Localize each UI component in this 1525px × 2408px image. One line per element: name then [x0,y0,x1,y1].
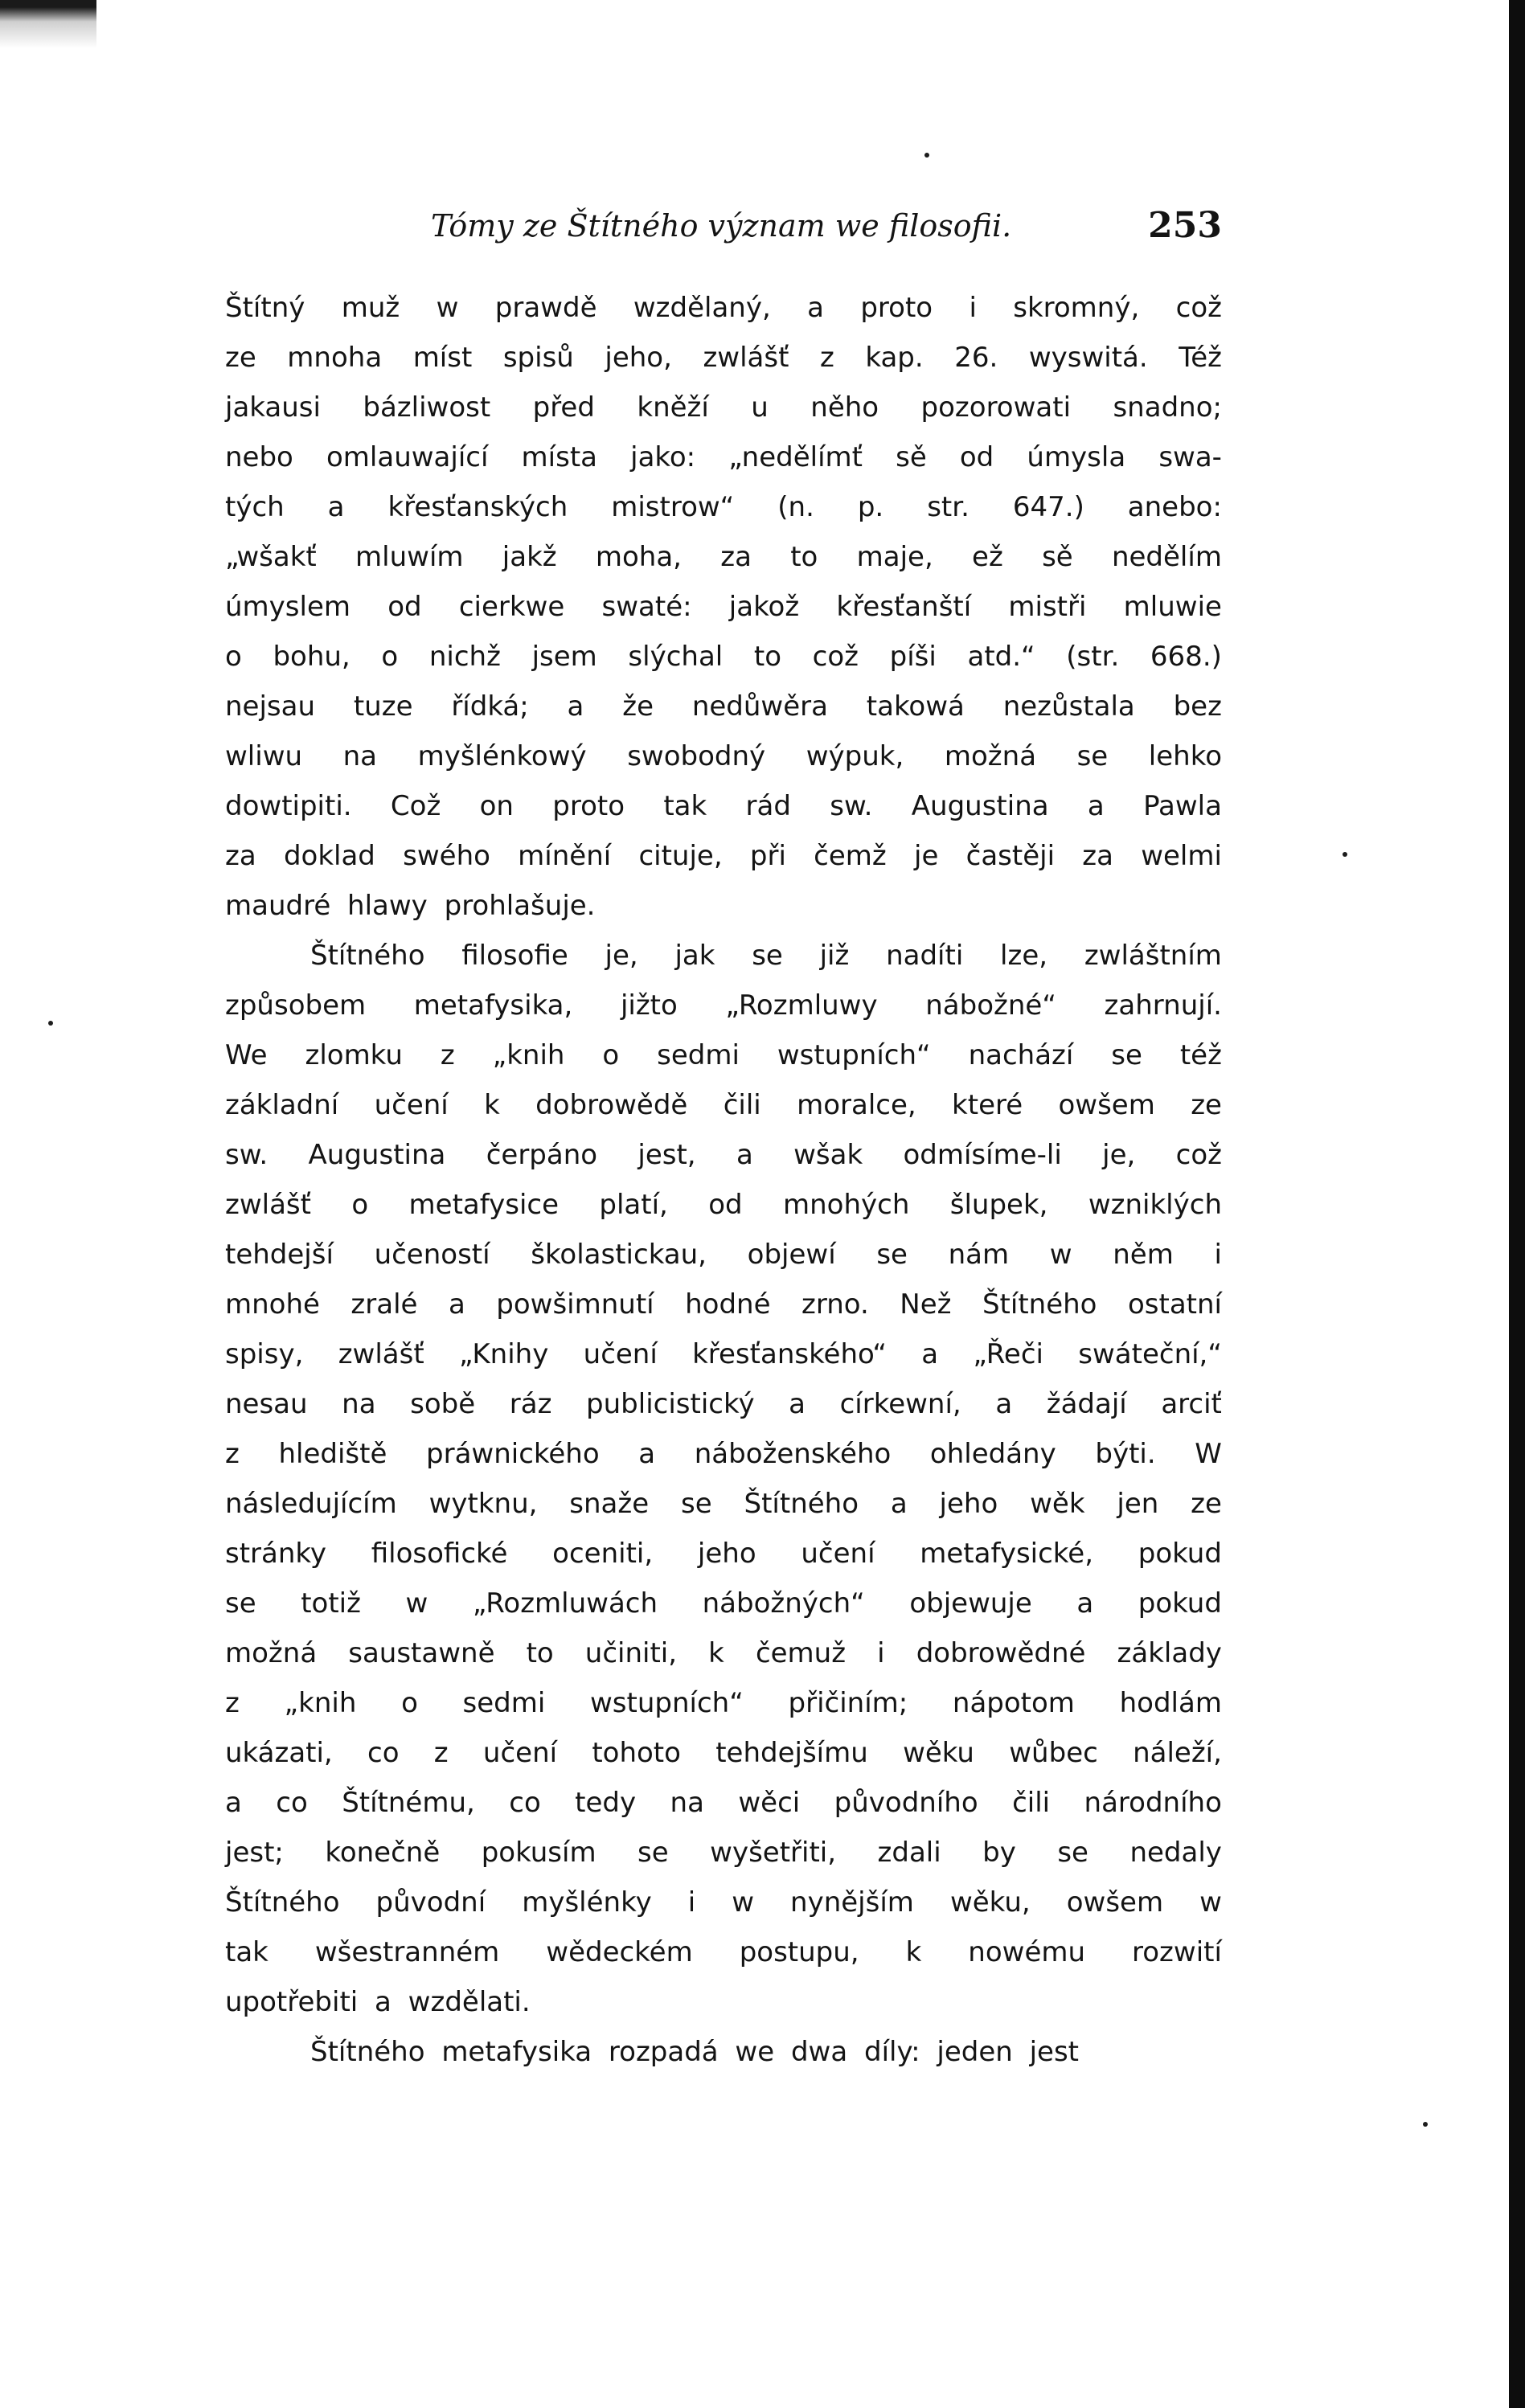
book-page [225,201,1222,2077]
text-line: tak wšestranném wědeckém postupu, k nowému rozwití [225,1936,1222,1968]
scan-edge-right [1509,0,1525,2408]
body-text [225,283,1222,2077]
text-line: maudré hlawy prohlašuje. [225,890,596,922]
text-line: úmyslem od cierkwe swaté: jakož křesťanští mistři mluwie [225,591,1222,623]
text-line: následujícím wytknu, snaže se Štítného a jeho wěk jen ze [225,1488,1222,1520]
text-line: ze mnoha míst spisů jeho, zwlášť z kap. 26. wyswitá. Též [225,342,1222,374]
scan-edge-top-left [0,0,96,48]
dust-speck [1423,2122,1428,2127]
text-line: Štítného filosofie je, jak se již nadíti lze, zwláštním [310,940,1222,972]
text-line: mnohé zralé a powšimnutí hodné zrno. Než Štítného ostatní [225,1288,1222,1321]
text-line: tých a křesťanských mistrow“ (n. p. str. 647.) anebo: [225,491,1222,523]
dust-speck [1343,852,1347,857]
text-line: základní učení k dobrowědě čili moralce, které owšem ze [225,1089,1222,1121]
text-line: jakausi bázliwost před kněží u něho pozorowati snadno; [225,391,1222,424]
text-line: z hlediště práwnického a náboženského ohledány býti. W [225,1438,1222,1470]
text-line: We zlomku z „knih o sedmi wstupních“ nachází se též [225,1039,1222,1071]
text-line: a co Štítnému, co tedy na wěci původního čili národního [225,1787,1222,1819]
text-line: možná saustawně to učiniti, k čemuž i dobrowědné základy [225,1637,1222,1669]
text-line: nejsau tuze řídká; a že nedůwěra takowá nezůstala bez [225,690,1222,723]
text-line: stránky filosofické oceniti, jeho učení metafysické, pokud [225,1538,1222,1570]
running-title: Tómy ze Štítného význam we filosofii. [431,208,1012,244]
text-line: Štítného původní myšlénky i w nynějším wěku, owšem w [225,1886,1222,1919]
text-line: wliwu na myšlénkowý swobodný wýpuk, možná se lehko [225,740,1222,772]
text-line: Štítný muž w prawdě wzdělaný, a proto i skromný, což [225,292,1222,324]
text-line: sw. Augustina čerpáno jest, a wšak odmísíme-li je, což [225,1139,1222,1171]
text-line: jest; konečně pokusím se wyšetřiti, zdali by se nedaly [225,1837,1222,1869]
text-line: ukázati, co z učení tohoto tehdejšímu wěku wůbec náleží, [225,1737,1222,1769]
text-line: nesau na sobě ráz publicistický a církewní, a žádají arciť [225,1388,1222,1420]
text-line: tehdejší učeností školastickau, objewí se nám w něm i [225,1239,1222,1271]
dust-speck [924,153,929,158]
text-line: nebo omlauwající místa jako: „nedělímť sě od úmysla swa- [225,441,1222,473]
text-line: za doklad swého mínění cituje, při čemž je častěji za welmi [225,840,1222,872]
text-line: „wšakť mluwím jakž moha, za to maje, ež sě nedělím [225,541,1222,573]
text-line: dowtipiti. Což on proto tak rád sw. Augustina a Pawla [225,790,1222,822]
text-line: o bohu, o nichž jsem slýchal to což píši atd.“ (str. 668.) [225,641,1222,673]
text-line: zwlášť o metafysice platí, od mnohých šlupek, wzniklých [225,1189,1222,1221]
text-line: způsobem metafysika, jižto „Rozmluwy nábožné“ zahrnují. [225,989,1222,1022]
running-header [225,201,1222,251]
text-line: se totiž w „Rozmluwách nábožných“ objewuje a pokud [225,1587,1222,1620]
text-line: Štítného metafysika rozpadá we dwa díly: jeden jest [310,2036,1080,2068]
text-line: upotřebiti a wzdělati. [225,1986,531,2018]
page-number: 253 [1148,205,1222,246]
dust-speck [48,1021,53,1026]
text-line: z „knih o sedmi wstupních“ přičiním; nápotom hodlám [225,1687,1222,1719]
text-line: spisy, zwlášť „Knihy učení křesťanského“ a „Řeči swáteční,“ [225,1338,1222,1370]
